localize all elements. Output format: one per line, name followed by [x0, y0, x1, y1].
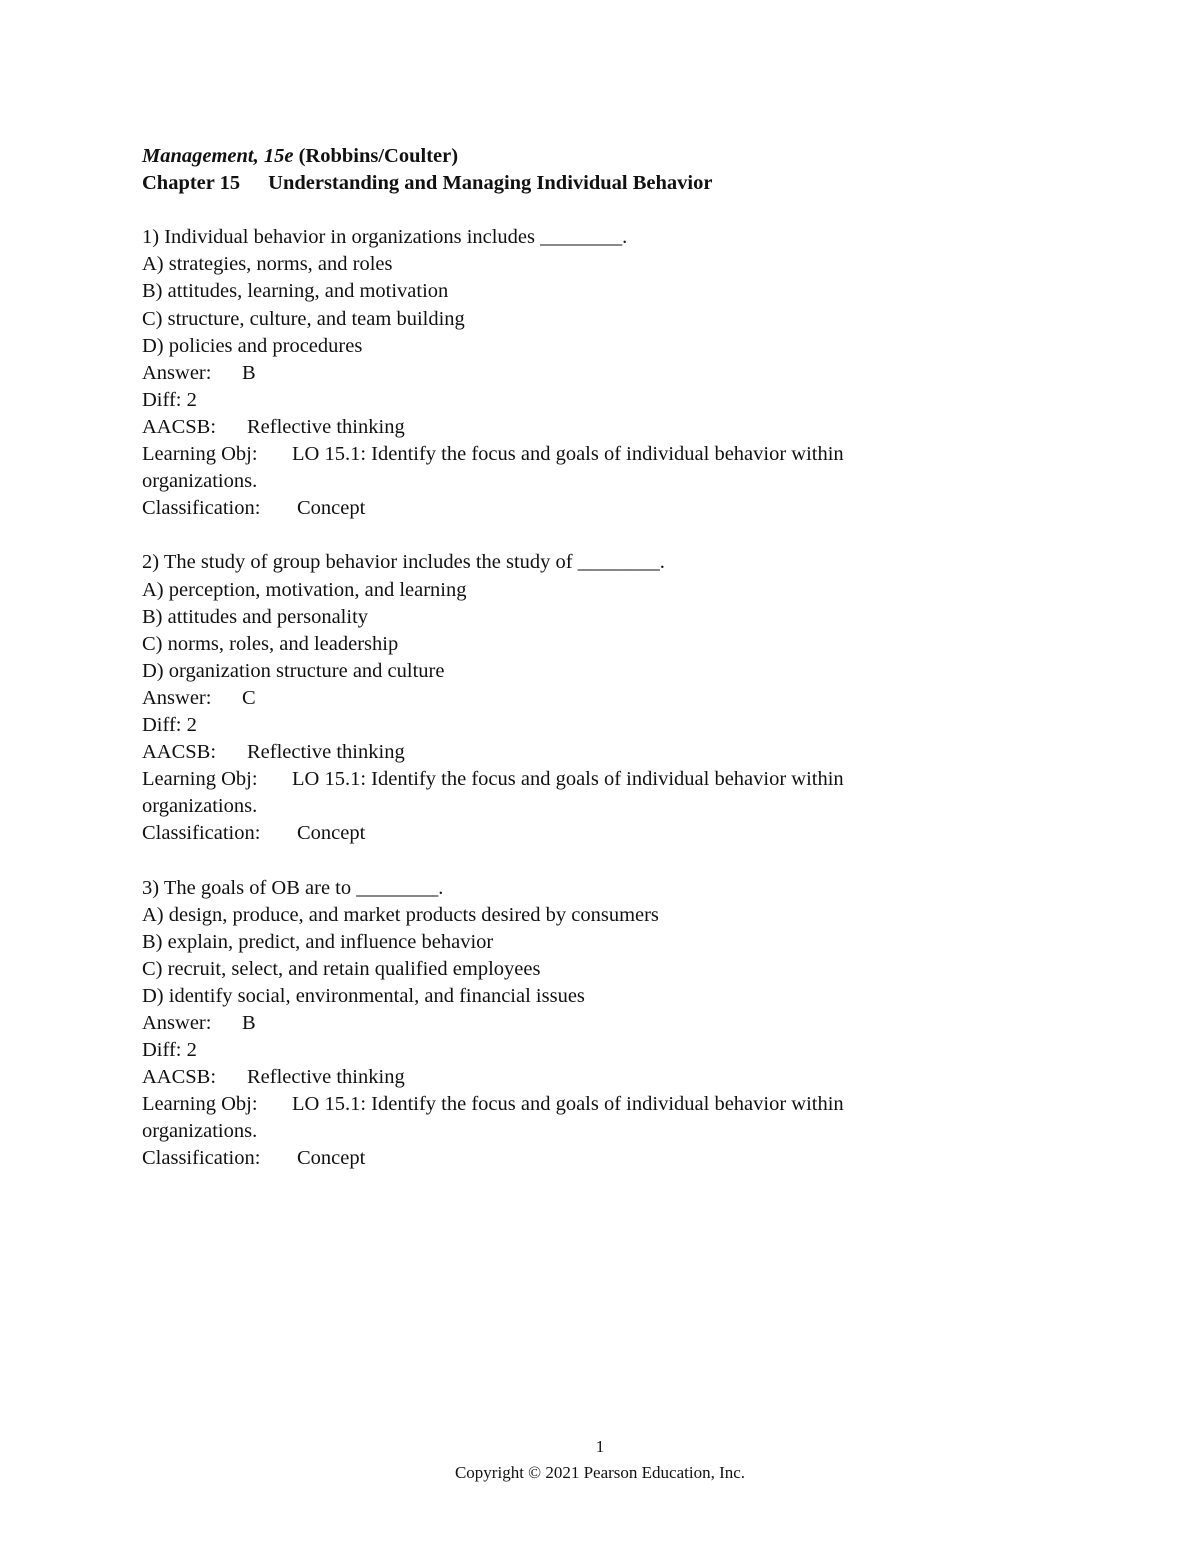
- option-a: A) strategies, norms, and roles: [142, 253, 393, 276]
- chapter-heading: [142, 170, 1042, 197]
- answer-line: [142, 360, 1042, 387]
- answer-line: [142, 685, 1042, 712]
- question-stem: 2) The study of group behavior includes the study of ________.: [142, 551, 665, 574]
- option-d: D) identify social, environmental, and financial issues: [142, 984, 585, 1007]
- learning-obj-value: LO 15.1: Identify the focus and goals of individual behavior within: [292, 443, 844, 466]
- page-number: 1: [595, 1437, 605, 1456]
- classification-line: [142, 820, 1042, 847]
- option-b: B) attitudes, learning, and motivation: [142, 280, 449, 303]
- question-block: [142, 224, 1042, 522]
- answer-line: [142, 1010, 1042, 1037]
- aacsb-label: AACSB:: [142, 1066, 217, 1089]
- learning-obj-continuation: organizations.: [142, 470, 258, 493]
- aacsb-line: [142, 414, 1042, 441]
- difficulty-line: Diff: 2: [142, 1039, 197, 1062]
- learning-obj-continuation: organizations.: [142, 1120, 258, 1143]
- aacsb-label: AACSB:: [142, 741, 217, 764]
- learning-obj-label: Learning Obj:: [142, 443, 258, 466]
- option-c: C) norms, roles, and leadership: [142, 632, 399, 655]
- document-title: [142, 143, 1042, 170]
- classification-value: Concept: [297, 822, 366, 845]
- answer-label: Answer:: [142, 686, 212, 709]
- option-c: C) recruit, select, and retain qualified employees: [142, 957, 541, 980]
- learning-obj-label: Learning Obj:: [142, 768, 258, 791]
- question-stem: 3) The goals of OB are to ________.: [142, 876, 444, 899]
- question-block: [142, 875, 1042, 1173]
- answer-value: B: [242, 1012, 256, 1034]
- chapter-title: Understanding and Managing Individual Behavior: [268, 172, 713, 195]
- copyright-notice: Copyright © 2021 Pearson Education, Inc.: [454, 1463, 746, 1482]
- answer-value: C: [242, 686, 256, 709]
- option-d: D) policies and procedures: [142, 334, 363, 357]
- difficulty-line: Diff: 2: [142, 388, 197, 411]
- classification-label: Classification:: [142, 497, 261, 520]
- learning-obj-line: [142, 766, 1042, 793]
- learning-obj-line: [142, 1091, 1042, 1118]
- book-title: Management, 15e: [142, 145, 294, 167]
- option-b: B) explain, predict, and influence behavior: [142, 930, 494, 953]
- aacsb-value: Reflective thinking: [247, 741, 405, 764]
- classification-line: [142, 495, 1042, 522]
- classification-line: [142, 1145, 1042, 1172]
- option-a: A) design, produce, and market products desired by consumers: [142, 903, 659, 926]
- aacsb-value: Reflective thinking: [247, 415, 405, 438]
- classification-value: Concept: [297, 1147, 366, 1170]
- classification-label: Classification:: [142, 1147, 261, 1170]
- answer-label: Answer:: [142, 361, 212, 384]
- difficulty-line: Diff: 2: [142, 713, 197, 736]
- classification-value: Concept: [297, 497, 366, 520]
- book-authors: (Robbins/Coulter): [298, 145, 459, 167]
- learning-obj-label: Learning Obj:: [142, 1093, 258, 1116]
- option-c: C) structure, culture, and team building: [142, 307, 465, 330]
- option-a: A) perception, motivation, and learning: [142, 578, 467, 601]
- learning-obj-continuation: organizations.: [142, 795, 258, 818]
- chapter-number: Chapter 15: [142, 172, 241, 195]
- option-d: D) organization structure and culture: [142, 659, 445, 682]
- answer-value: B: [242, 361, 256, 384]
- aacsb-line: [142, 1064, 1042, 1091]
- question-stem: 1) Individual behavior in organizations includes ________.: [142, 226, 628, 249]
- option-b: B) attitudes and personality: [142, 605, 369, 628]
- aacsb-line: [142, 739, 1042, 766]
- learning-obj-value: LO 15.1: Identify the focus and goals of individual behavior within: [292, 1093, 844, 1116]
- learning-obj-line: [142, 441, 1042, 468]
- classification-label: Classification:: [142, 822, 261, 845]
- aacsb-value: Reflective thinking: [247, 1066, 405, 1089]
- answer-label: Answer:: [142, 1012, 212, 1034]
- page-content: [142, 143, 1042, 1173]
- learning-obj-value: LO 15.1: Identify the focus and goals of individual behavior within: [292, 768, 844, 791]
- aacsb-label: AACSB:: [142, 415, 217, 438]
- question-block: [142, 549, 1042, 847]
